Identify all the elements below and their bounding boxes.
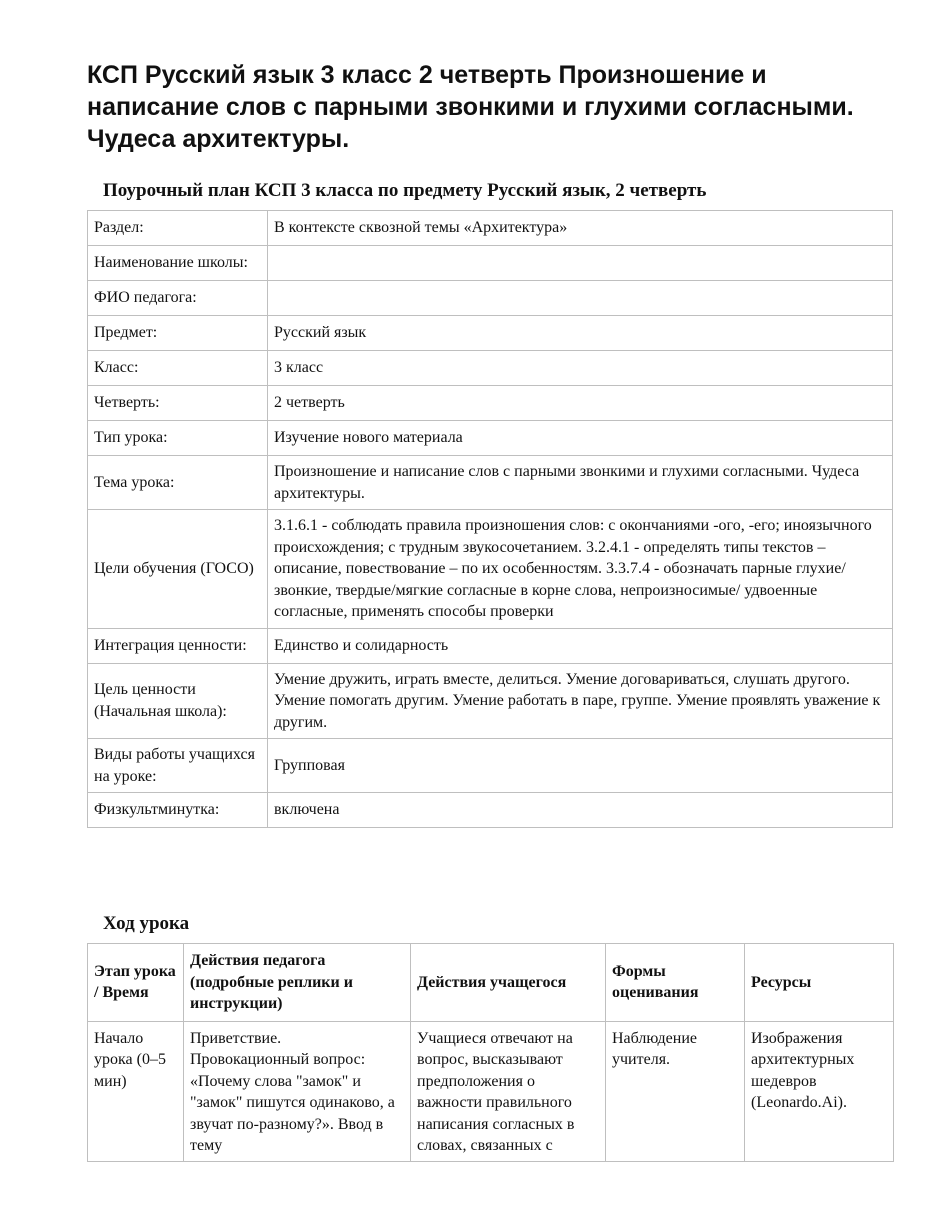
info-row (88, 281, 893, 316)
lesson-info-body (88, 211, 893, 828)
info-row (88, 246, 893, 281)
course-header-row (88, 944, 894, 1022)
info-value: Произношение и написание слов с парными звонкими и глухими согласными. Чудеса архитектуры. (268, 456, 893, 510)
info-label: Класс: (88, 351, 268, 386)
info-row (88, 663, 893, 739)
cell-stage: Начало урока (0–5 мин) (88, 1021, 184, 1161)
info-label: Физкультминутка: (88, 793, 268, 828)
info-value: 3 класс (268, 351, 893, 386)
info-label: Предмет: (88, 316, 268, 351)
info-row (88, 628, 893, 663)
info-label: Четверть: (88, 386, 268, 421)
info-label: Наименование школы: (88, 246, 268, 281)
cell-assessment: Наблюдение учителя. (606, 1021, 745, 1161)
info-label: Интеграция ценности: (88, 628, 268, 663)
cell-student-actions: Учащиеся отвечают на вопрос, высказывают предположения о важности правильного написания согласных в словах, связанных с (411, 1021, 606, 1161)
info-value (268, 281, 893, 316)
header-stage: Этап урока / Время (88, 944, 184, 1022)
info-row (88, 316, 893, 351)
info-row (88, 386, 893, 421)
info-label: Тема урока: (88, 456, 268, 510)
info-value: 2 четверть (268, 386, 893, 421)
header-teacher-actions: Действия педагога (подробные реплики и инструкции) (184, 944, 411, 1022)
course-row (88, 1021, 894, 1161)
info-label: Раздел: (88, 211, 268, 246)
course-body (88, 1021, 894, 1161)
lesson-course-table (87, 943, 894, 1162)
cell-resources: Изображения архитектурных шедевров (Leonardo.Ai). (745, 1021, 894, 1161)
info-label: ФИО педагога: (88, 281, 268, 316)
info-label: Тип урока: (88, 421, 268, 456)
lesson-info-table (87, 210, 893, 828)
info-value: Русский язык (268, 316, 893, 351)
info-row (88, 351, 893, 386)
info-row (88, 510, 893, 629)
info-value: В контексте сквозной темы «Архитектура» (268, 211, 893, 246)
info-value: Изучение нового материала (268, 421, 893, 456)
header-student-actions: Действия учащегося (411, 944, 606, 1022)
info-label: Цель ценности (Начальная школа): (88, 663, 268, 739)
info-value: Групповая (268, 739, 893, 793)
info-row (88, 739, 893, 793)
header-assessment: Формы оценивания (606, 944, 745, 1022)
info-value: Умение дружить, играть вместе, делиться. Умение договариваться, слушать другого. Умение помогать другим. Умение работать в паре, группе. Умение проявлять уважение к другим. (268, 663, 893, 739)
info-row (88, 793, 893, 828)
info-value (268, 246, 893, 281)
info-value: включена (268, 793, 893, 828)
info-label: Цели обучения (ГОСО) (88, 510, 268, 629)
cell-teacher-actions: Приветствие. Провокационный вопрос: «Почему слова "замок" и "замок" пишутся одинаково, а звучат по-разному?». Ввод в тему (184, 1021, 411, 1161)
info-value: Единство и солидарность (268, 628, 893, 663)
info-row (88, 211, 893, 246)
info-row (88, 421, 893, 456)
header-resources: Ресурсы (745, 944, 894, 1022)
info-row (88, 456, 893, 510)
document-title: КСП Русский язык 3 класс 2 четверть Произношение и написание слов с парными звонкими и глухими согласными. Чудеса архитектуры. (87, 61, 854, 153)
info-label: Виды работы учащихся на уроке: (88, 739, 268, 793)
info-value: 3.1.6.1 - соблюдать правила произношения слов: с окончаниями -ого, -его; иноязычного происхождения; с трудным звукосочетанием. 3.2.4.1 - определять типы текстов – описание, повествование – по их особенностям. 3.3.7.4 - обозначать парные глухие/звонкие, твердые/мягкие согласные в корне слова, непроизносимые/ удвоенные согласные, применять способы проверки (268, 510, 893, 629)
plan-heading: Поурочный план КСП 3 класса по предмету Русский язык, 2 четверть (103, 180, 707, 201)
course-heading: Ход урока (103, 913, 190, 934)
